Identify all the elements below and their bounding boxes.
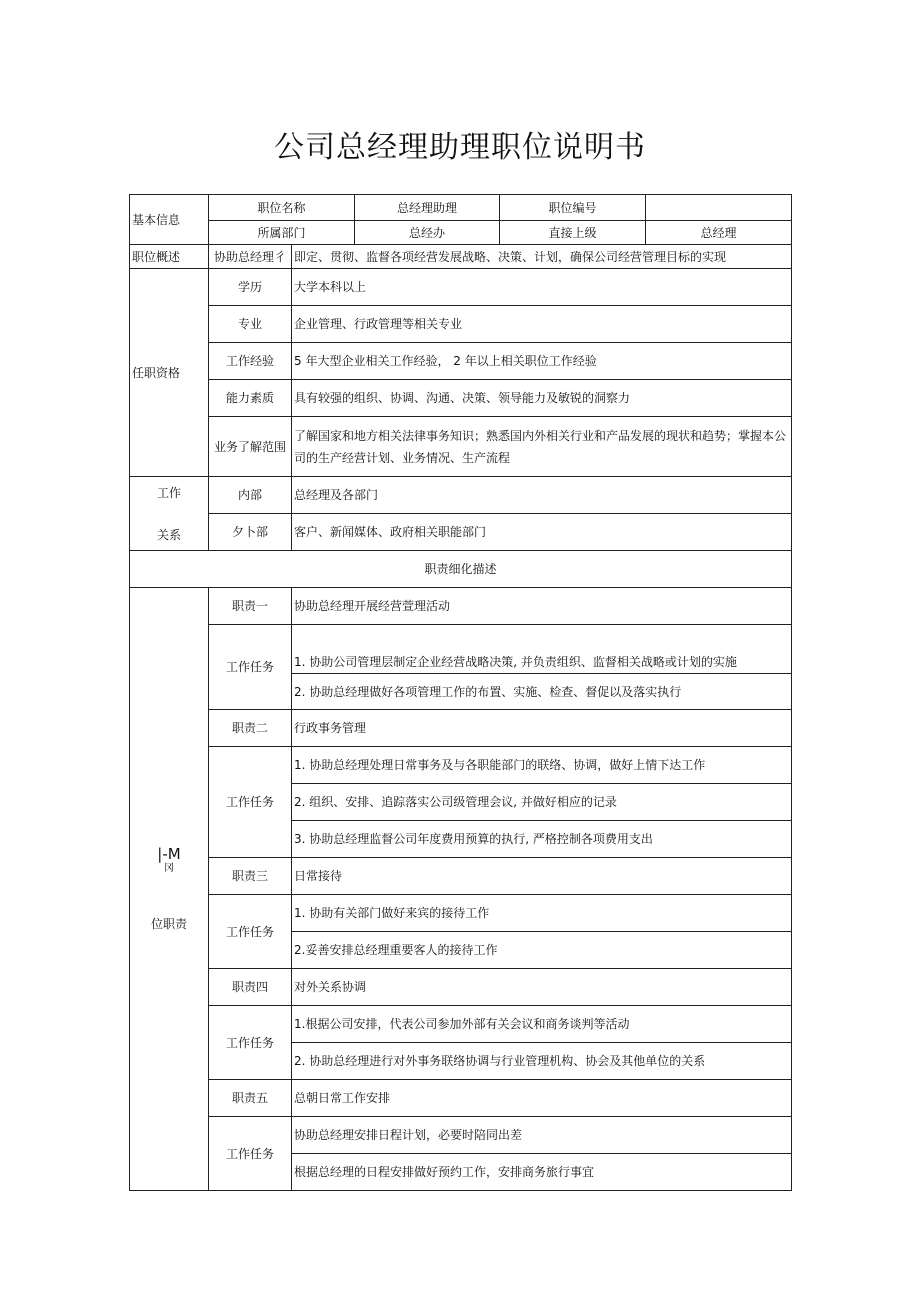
qual-row [130, 269, 792, 306]
duties-label-b: 冈 [164, 863, 174, 874]
duty-key: 职责三 [209, 858, 292, 895]
qual-row [130, 380, 792, 417]
qual-value: 了解国家和地方相关法律事务知识；熟悉国内外相关行业和产品发展的现状和趋势；掌握本公司的生产经营计划、业务情况、生产流程 [292, 417, 792, 477]
duty-row [130, 858, 792, 895]
overview-row [130, 245, 792, 269]
department-label: 所属部门 [209, 221, 355, 245]
task-item: 1.根据公司安排，代表公司参加外部有关会议和商务谈判等活动 [292, 1006, 792, 1043]
task-row [130, 625, 792, 674]
duty-row [130, 1080, 792, 1117]
overview-label: 职位概述 [130, 245, 209, 269]
duty-key: 职责二 [209, 710, 292, 747]
task-row [130, 1117, 792, 1154]
task-label: 工作任务 [209, 625, 292, 710]
basic-row-1 [130, 195, 792, 221]
task-item: 2. 协助总经理做好各项管理工作的布置、实施、检查、督促以及落实执行 [292, 674, 792, 710]
task-label: 工作任务 [209, 747, 292, 858]
task-row [130, 1006, 792, 1043]
qual-row [130, 343, 792, 380]
task-item: 2. 组织、安排、追踪落实公司级管理会议, 并做好相应的记录 [292, 784, 792, 821]
task-item: 1. 协助有关部门做好来宾的接待工作 [292, 895, 792, 932]
position-name-value: 总经理助理 [355, 195, 500, 221]
duties-label-a: |-M [157, 845, 181, 863]
page-title: 公司总经理助理职位说明书 [274, 130, 646, 165]
task-item: 根据总经理的日程安排做好预约工作，安排商务旅行事宜 [292, 1154, 792, 1191]
qual-value: 企业管理、行政管理等相关专业 [292, 306, 792, 343]
task-item: 1. 协助总经理处理日常事务及与各职能部门的联络、协调，做好上情下达工作 [292, 747, 792, 784]
duties-label-c: 位职责 [150, 917, 187, 931]
duty-row [130, 588, 792, 625]
work-relations-label-1: 工作 [156, 485, 181, 500]
job-description-table [129, 194, 792, 1191]
overview-text: 即定、贯彻、监督各项经营发展战略、决策、计划，确保公司经营管理目标的实现 [292, 245, 792, 269]
department-value: 总经办 [355, 221, 500, 245]
work-relations-label-2: 关系 [156, 527, 181, 542]
qualification-label: 任职资格 [130, 269, 209, 477]
duty-value: 总朝日常工作安排 [292, 1080, 792, 1117]
qual-key: 专业 [209, 306, 292, 343]
supervisor-label: 直接上级 [500, 221, 646, 245]
task-label: 工作任务 [209, 1117, 292, 1191]
task-item: 协助总经理安排日程计划，必要时陪同出差 [292, 1117, 792, 1154]
duty-value: 对外关系协调 [292, 969, 792, 1006]
basic-row-2 [130, 221, 792, 245]
qual-key: 业务了解范围 [209, 417, 292, 477]
task-item: 3. 协助总经理监督公司年度费用预算的执行, 严格控制各项费用支出 [292, 821, 792, 858]
task-row [130, 747, 792, 784]
position-code-label: 职位编号 [500, 195, 646, 221]
qual-row [130, 306, 792, 343]
position-code-value [646, 195, 792, 221]
task-row [130, 895, 792, 932]
relation-key: 夕卜部 [209, 514, 292, 551]
position-name-label: 职位名称 [209, 195, 355, 221]
qual-value: 5 年大型企业相关工作经验， 2 年以上相关职位工作经验 [292, 343, 792, 380]
detail-header: 职责细化描述 [130, 551, 792, 588]
qual-value: 具有较强的组织、协调、沟通、决策、领导能力及敏锐的洞察力 [292, 380, 792, 417]
relation-key: 内部 [209, 477, 292, 514]
qual-row [130, 417, 792, 477]
supervisor-value: 总经理 [646, 221, 792, 245]
duty-value: 协助总经理开展经营萱理活动 [292, 588, 792, 625]
relation-row [130, 514, 792, 551]
duty-key: 职责一 [209, 588, 292, 625]
task-label: 工作任务 [209, 1006, 292, 1080]
task-item: 2. 协助总经理进行对外事务联络协调与行业管理机构、协会及其他单位的关系 [292, 1043, 792, 1080]
task-item: 1. 协助公司管理层制定企业经营战略决策, 并负责组织、监督相关战略或计划的实施 [292, 625, 792, 674]
basic-info-label: 基本信息 [130, 195, 209, 245]
duty-key: 职责四 [209, 969, 292, 1006]
relation-row [130, 477, 792, 514]
task-label: 工作任务 [209, 895, 292, 969]
relation-value: 客户、新闻媒体、政府相关职能部门 [292, 514, 792, 551]
duty-row [130, 969, 792, 1006]
duty-row [130, 710, 792, 747]
qual-key: 能力素质 [209, 380, 292, 417]
relation-value: 总经理及各部门 [292, 477, 792, 514]
detail-header-row [130, 551, 792, 588]
duties-label [130, 588, 209, 1191]
overview-sub: 协助总经理彳 [209, 245, 292, 269]
task-item: 2.妥善安排总经理重要客人的接待工作 [292, 932, 792, 969]
qual-key: 学历 [209, 269, 292, 306]
work-relations-label [130, 477, 209, 551]
qual-key: 工作经验 [209, 343, 292, 380]
duty-value: 日常接待 [292, 858, 792, 895]
duty-key: 职责五 [209, 1080, 292, 1117]
qual-value: 大学本科以上 [292, 269, 792, 306]
duty-value: 行政事务管理 [292, 710, 792, 747]
